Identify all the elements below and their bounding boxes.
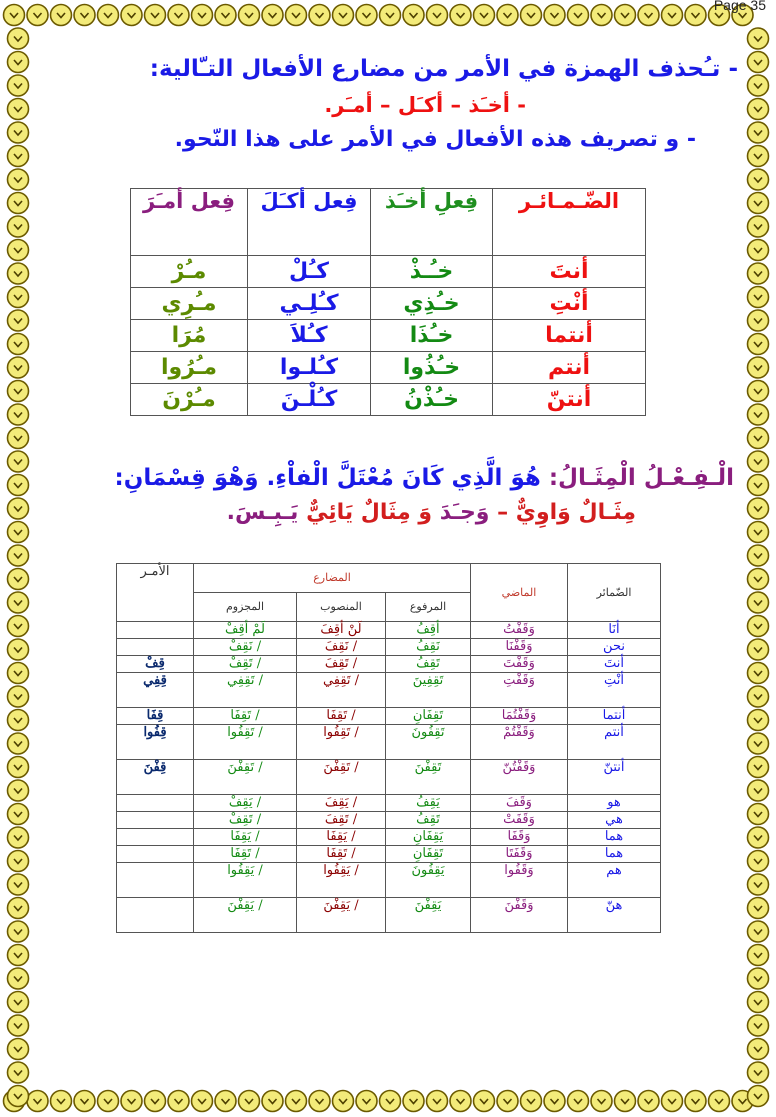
- border-ring-icon: [8, 263, 29, 284]
- border-ring-icon: [638, 1091, 659, 1112]
- border-ring-icon: [8, 757, 29, 778]
- marfu-cell: تَقِفُ: [386, 656, 471, 673]
- border-ring-icon: [662, 5, 683, 26]
- border-ring-icon: [380, 1091, 401, 1112]
- mansub-cell: لَنْ أقِفَ: [297, 622, 386, 639]
- table-row: [117, 863, 661, 898]
- border-ring-icon: [168, 1091, 189, 1112]
- border-ring-icon: [748, 334, 769, 355]
- border-ring-icon: [748, 710, 769, 731]
- border-ring-icon: [215, 1091, 236, 1112]
- past-cell: وَقَفْتُنّ: [471, 760, 568, 795]
- majzum-cell: / تَقِفُوا: [194, 725, 297, 760]
- border-ring-icon: [286, 5, 307, 26]
- border-ring-icon: [748, 780, 769, 801]
- past-cell: وَقَفُوا: [471, 863, 568, 898]
- border-ring-icon: [748, 968, 769, 989]
- border-ring-icon: [145, 5, 166, 26]
- pronoun-cell: أنْتِ: [493, 288, 646, 320]
- border-ring-icon: [4, 5, 25, 26]
- border-ring-icon: [8, 710, 29, 731]
- header-akala: فِعل أكـَلَ: [248, 189, 371, 256]
- border-ring-icon: [333, 1091, 354, 1112]
- border-ring-icon: [748, 122, 769, 143]
- border-ring-icon: [356, 1091, 377, 1112]
- header-past: الماضي: [471, 564, 568, 622]
- border-ring-icon: [748, 240, 769, 261]
- table-row: [117, 673, 661, 708]
- border-ring-icon: [8, 169, 29, 190]
- border-ring-icon: [748, 733, 769, 754]
- table-row: [117, 639, 661, 656]
- header-akhatha: فِعلِ أخـَذ: [371, 189, 493, 256]
- border-ring-icon: [748, 193, 769, 214]
- border-ring-icon: [239, 5, 260, 26]
- border-ring-icon: [748, 475, 769, 496]
- border-ring-icon: [403, 1091, 424, 1112]
- border-ring-icon: [8, 216, 29, 237]
- pronoun-cell: هما: [568, 846, 661, 863]
- header-amr: الأمـر: [117, 564, 194, 622]
- marfu-cell: يَقِفُونَ: [386, 863, 471, 898]
- past-cell: وَقَفَتَا: [471, 846, 568, 863]
- border-ring-icon: [8, 404, 29, 425]
- border-ring-icon: [8, 334, 29, 355]
- akhatha-cell: خـُذْنُ: [371, 384, 493, 416]
- border-ring-icon: [403, 5, 424, 26]
- majzum-cell: / يَقِفْ: [194, 795, 297, 812]
- border-ring-icon: [74, 5, 95, 26]
- border-ring-icon: [748, 757, 769, 778]
- border-ring-icon: [121, 5, 142, 26]
- akala-cell: كـُلْ: [248, 256, 371, 288]
- table-row: [131, 256, 646, 288]
- header-mansub: المنصوب: [297, 593, 386, 622]
- border-ring-icon: [8, 357, 29, 378]
- border-ring-icon: [168, 5, 189, 26]
- border-ring-icon: [427, 5, 448, 26]
- mansub-cell: / تَقِفَا: [297, 708, 386, 725]
- border-ring-icon: [8, 193, 29, 214]
- akala-cell: كـُلْـنَ: [248, 384, 371, 416]
- majzum-cell: / تَقِفْ: [194, 812, 297, 829]
- border-ring-icon: [51, 1091, 72, 1112]
- amr-cell: [117, 898, 194, 933]
- past-cell: وَقَفَتْ: [471, 812, 568, 829]
- table-row: [117, 760, 661, 795]
- mansub-cell: / تَقِفُوا: [297, 725, 386, 760]
- marfu-cell: يَقِفَانِ: [386, 829, 471, 846]
- amr-cell: قِفِي: [117, 673, 194, 708]
- border-ring-icon: [748, 921, 769, 942]
- amr-cell: [117, 829, 194, 846]
- header-present: المضارع: [194, 564, 471, 593]
- page-number: Page 35: [713, 0, 766, 13]
- border-ring-icon: [748, 945, 769, 966]
- border-ring-icon: [8, 851, 29, 872]
- border-ring-icon: [521, 1091, 542, 1112]
- table-row: [117, 795, 661, 812]
- border-ring-icon: [748, 404, 769, 425]
- border-ring-icon: [748, 898, 769, 919]
- majzum-cell: / تَقِفَا: [194, 708, 297, 725]
- amr-cell: قِفْنَ: [117, 760, 194, 795]
- border-ring-icon: [8, 99, 29, 120]
- border-ring-icon: [215, 5, 236, 26]
- examples-line: [227, 500, 636, 525]
- mansub-cell: / يَقِفُوا: [297, 863, 386, 898]
- border-ring-icon: [333, 5, 354, 26]
- pronoun-cell: أنتما: [493, 320, 646, 352]
- mansub-cell: / تَقِفَا: [297, 846, 386, 863]
- border-ring-icon: [709, 1091, 730, 1112]
- border-ring-icon: [748, 263, 769, 284]
- border-ring-icon: [8, 804, 29, 825]
- pronoun-cell: نحن: [568, 639, 661, 656]
- akhatha-cell: خـُـذْ: [371, 256, 493, 288]
- border-ring-icon: [8, 1086, 29, 1107]
- amr-cell: قِفَا: [117, 708, 194, 725]
- amr-cell: [117, 863, 194, 898]
- marfu-cell: تَقِفْنَ: [386, 760, 471, 795]
- example-yaei: وَ مِثَالٌ يَائِيٌّ: [298, 500, 440, 525]
- table-row: [117, 656, 661, 673]
- past-cell: وَقَفَ: [471, 795, 568, 812]
- akhatha-cell: خـُذُوا: [371, 352, 493, 384]
- border-ring-icon: [450, 1091, 471, 1112]
- majzum-cell: / تَقِفِي: [194, 673, 297, 708]
- border-ring-icon: [748, 357, 769, 378]
- table-row: [117, 708, 661, 725]
- past-cell: وَقَفَا: [471, 829, 568, 846]
- border-ring-icon: [748, 804, 769, 825]
- border-ring-icon: [8, 898, 29, 919]
- border-ring-icon: [474, 5, 495, 26]
- border-ring-icon: [8, 1015, 29, 1036]
- past-cell: وَقَفْنَ: [471, 898, 568, 933]
- border-ring-icon: [192, 1091, 213, 1112]
- border-ring-icon: [748, 146, 769, 167]
- marfu-cell: أقِفُ: [386, 622, 471, 639]
- border-ring-icon: [748, 52, 769, 73]
- border-ring-icon: [8, 475, 29, 496]
- border-ring-icon: [591, 5, 612, 26]
- definition-line: [44, 465, 734, 491]
- border-ring-icon: [8, 992, 29, 1013]
- border-ring-icon: [748, 99, 769, 120]
- border-ring-icon: [685, 1091, 706, 1112]
- border-ring-icon: [748, 428, 769, 449]
- pronoun-cell: أنتم: [493, 352, 646, 384]
- border-ring-icon: [8, 616, 29, 637]
- past-cell: وَقَفْتُمَا: [471, 708, 568, 725]
- table-row: [117, 725, 661, 760]
- border-ring-icon: [74, 1091, 95, 1112]
- table-row: [117, 898, 661, 933]
- amr-cell: قِفُوا: [117, 725, 194, 760]
- border-ring-icon: [8, 921, 29, 942]
- border-ring-icon: [239, 1091, 260, 1112]
- past-cell: وَقَفْتُمْ: [471, 725, 568, 760]
- mansub-cell: / نَقِفَ: [297, 639, 386, 656]
- header-marfu: المرفوع: [386, 593, 471, 622]
- border-ring-icon: [8, 545, 29, 566]
- marfu-cell: يَقِفْنَ: [386, 898, 471, 933]
- border-ring-icon: [748, 992, 769, 1013]
- marfu-cell: تَقِفُ: [386, 812, 471, 829]
- amara-cell: مـُرُوا: [131, 352, 248, 384]
- amr-cell: [117, 639, 194, 656]
- intro-line-3: - و تصريف هذه الأفعال في الأمر على هذا النّحو.: [174, 127, 696, 152]
- border-ring-icon: [8, 639, 29, 660]
- border-ring-icon: [748, 498, 769, 519]
- border-ring-icon: [748, 827, 769, 848]
- border-ring-icon: [748, 381, 769, 402]
- amara-cell: مُرَا: [131, 320, 248, 352]
- pronoun-cell: هي: [568, 812, 661, 829]
- mansub-cell: / تَقِفَ: [297, 812, 386, 829]
- border-ring-icon: [748, 686, 769, 707]
- border-ring-icon: [8, 146, 29, 167]
- border-ring-icon: [568, 5, 589, 26]
- border-ring-icon: [380, 5, 401, 26]
- amara-cell: مـُرْ: [131, 256, 248, 288]
- table-row: [117, 622, 661, 639]
- definition-text: هُوَ الَّذِي كَانَ مُعْتَلَّ الْفاْءِ. وَهْوَ قِسْمَانِ:: [114, 465, 549, 491]
- past-cell: وَقَفْنَا: [471, 639, 568, 656]
- table-row: [117, 846, 661, 863]
- mansub-cell: / تَقِفْنَ: [297, 760, 386, 795]
- pronoun-cell: أنتنّ: [568, 760, 661, 795]
- border-ring-icon: [8, 663, 29, 684]
- border-ring-icon: [748, 216, 769, 237]
- border-ring-icon: [615, 5, 636, 26]
- border-ring-icon: [121, 1091, 142, 1112]
- amr-cell: [117, 846, 194, 863]
- definition-label: الْـفِـعْـلُ الْمِثَـالُ:: [548, 465, 734, 491]
- majzum-cell: / تَقِفَا: [194, 846, 297, 863]
- border-ring-icon: [309, 1091, 330, 1112]
- amara-cell: مـُرِي: [131, 288, 248, 320]
- border-ring-icon: [685, 5, 706, 26]
- border-ring-icon: [497, 1091, 518, 1112]
- table-row: [117, 829, 661, 846]
- border-ring-icon: [8, 122, 29, 143]
- example-wajada: وَجـَدَ: [439, 500, 490, 525]
- majzum-cell: لَمْ أقِفْ: [194, 622, 297, 639]
- pronoun-cell: أنتَ: [493, 256, 646, 288]
- border-ring-icon: [309, 5, 330, 26]
- table-row: [131, 352, 646, 384]
- conjugation-table: [116, 563, 661, 933]
- majzum-cell: / تَقِفْ: [194, 656, 297, 673]
- akala-cell: كـُلـوا: [248, 352, 371, 384]
- border-ring-icon: [497, 5, 518, 26]
- border-ring-icon: [8, 498, 29, 519]
- header-pronouns: الضّمائر: [568, 564, 661, 622]
- border-ring-icon: [748, 545, 769, 566]
- mansub-cell: / تَقِفِي: [297, 673, 386, 708]
- pronoun-cell: هنّ: [568, 898, 661, 933]
- border-ring-icon: [8, 945, 29, 966]
- border-ring-icon: [748, 522, 769, 543]
- border-ring-icon: [638, 5, 659, 26]
- marfu-cell: تَقِفَانِ: [386, 846, 471, 863]
- akhatha-cell: خـُذَا: [371, 320, 493, 352]
- example-yabisa: يَـبِـسَ.: [226, 500, 299, 525]
- border-ring-icon: [8, 733, 29, 754]
- border-ring-icon: [427, 1091, 448, 1112]
- mansub-cell: / يَقِفْنَ: [297, 898, 386, 933]
- border-ring-icon: [98, 1091, 119, 1112]
- intro-line-2: - أخـَذ – أكـَل – أمـَر.: [324, 93, 526, 117]
- border-ring-icon: [8, 1039, 29, 1060]
- mansub-cell: / تَقِفَ: [297, 656, 386, 673]
- imperative-table: [130, 188, 646, 416]
- intro-line-1: - تـُحذف الهمزة في الأمر من مضارع الأفعال التـّالية:: [149, 56, 738, 82]
- border-ring-icon: [8, 592, 29, 613]
- marfu-cell: تَقِفُونَ: [386, 725, 471, 760]
- amr-cell: [117, 795, 194, 812]
- border-ring-icon: [8, 968, 29, 989]
- pronoun-cell: أنتنّ: [493, 384, 646, 416]
- border-ring-icon: [748, 1062, 769, 1083]
- border-ring-icon: [27, 5, 48, 26]
- amara-cell: مـُرْنَ: [131, 384, 248, 416]
- border-ring-icon: [544, 1091, 565, 1112]
- border-ring-icon: [8, 827, 29, 848]
- border-ring-icon: [748, 663, 769, 684]
- past-cell: وَقَفْتُ: [471, 622, 568, 639]
- border-ring-icon: [748, 28, 769, 49]
- border-ring-icon: [8, 428, 29, 449]
- border-ring-icon: [748, 1086, 769, 1107]
- border-ring-icon: [286, 1091, 307, 1112]
- pronoun-cell: هم: [568, 863, 661, 898]
- border-ring-icon: [8, 1062, 29, 1083]
- border-ring-icon: [748, 639, 769, 660]
- border-ring-icon: [748, 851, 769, 872]
- border-ring-icon: [748, 874, 769, 895]
- border-ring-icon: [8, 75, 29, 96]
- amr-cell: [117, 812, 194, 829]
- table-row: [131, 320, 646, 352]
- marfu-cell: نَقِفُ: [386, 639, 471, 656]
- border-ring-icon: [8, 569, 29, 590]
- table-row: [131, 288, 646, 320]
- border-ring-icon: [748, 1015, 769, 1036]
- border-ring-icon: [8, 310, 29, 331]
- border-ring-icon: [748, 287, 769, 308]
- akhatha-cell: خـُذِي: [371, 288, 493, 320]
- header-amara: فِعل أمـَرَ: [131, 189, 248, 256]
- amr-cell: [117, 622, 194, 639]
- border-ring-icon: [521, 5, 542, 26]
- header-majzum: المجزوم: [194, 593, 297, 622]
- majzum-cell: / نَقِفْ: [194, 639, 297, 656]
- amr-cell: قِفْ: [117, 656, 194, 673]
- header-pronouns: الضّـمـائـر: [493, 189, 646, 256]
- majzum-cell: / تَقِفْنَ: [194, 760, 297, 795]
- border-ring-icon: [27, 1091, 48, 1112]
- border-ring-icon: [8, 874, 29, 895]
- border-ring-icon: [262, 5, 283, 26]
- border-ring-icon: [8, 780, 29, 801]
- pronoun-cell: أنْتِ: [568, 673, 661, 708]
- border-ring-icon: [450, 5, 471, 26]
- border-ring-icon: [145, 1091, 166, 1112]
- border-ring-icon: [748, 1039, 769, 1060]
- border-ring-icon: [748, 592, 769, 613]
- marfu-cell: تَقِفَانِ: [386, 708, 471, 725]
- border-ring-icon: [748, 569, 769, 590]
- border-ring-icon: [748, 451, 769, 472]
- akala-cell: كـُلِـي: [248, 288, 371, 320]
- example-wawi: مِثَـالٌ وَاوِيٌّ –: [489, 500, 636, 525]
- border-ring-icon: [8, 522, 29, 543]
- border-ring-icon: [591, 1091, 612, 1112]
- border-ring-icon: [356, 5, 377, 26]
- pronoun-cell: أنتما: [568, 708, 661, 725]
- border-ring-icon: [51, 5, 72, 26]
- majzum-cell: / يَقِفَا: [194, 829, 297, 846]
- pronoun-cell: أنَا: [568, 622, 661, 639]
- past-cell: وَقَفْتَ: [471, 656, 568, 673]
- border-ring-icon: [8, 52, 29, 73]
- pronoun-cell: هو: [568, 795, 661, 812]
- majzum-cell: / يَقِفُوا: [194, 863, 297, 898]
- akala-cell: كـُلاَ: [248, 320, 371, 352]
- border-ring-icon: [8, 381, 29, 402]
- border-ring-icon: [615, 1091, 636, 1112]
- pronoun-cell: أنتم: [568, 725, 661, 760]
- pronoun-cell: هما: [568, 829, 661, 846]
- past-cell: وَقَفْتِ: [471, 673, 568, 708]
- border-ring-icon: [544, 5, 565, 26]
- table-row: [131, 384, 646, 416]
- border-ring-icon: [748, 75, 769, 96]
- border-ring-icon: [192, 5, 213, 26]
- border-ring-icon: [98, 5, 119, 26]
- border-ring-icon: [474, 1091, 495, 1112]
- border-ring-icon: [8, 28, 29, 49]
- pronoun-cell: أنتَ: [568, 656, 661, 673]
- mansub-cell: / يَقِفَا: [297, 829, 386, 846]
- table-row: [117, 812, 661, 829]
- border-ring-icon: [8, 240, 29, 261]
- mansub-cell: / يَقِفَ: [297, 795, 386, 812]
- border-ring-icon: [748, 169, 769, 190]
- border-ring-icon: [8, 287, 29, 308]
- border-ring-icon: [8, 686, 29, 707]
- majzum-cell: / يَقِفْنَ: [194, 898, 297, 933]
- border-ring-icon: [748, 310, 769, 331]
- marfu-cell: يَقِفُ: [386, 795, 471, 812]
- border-ring-icon: [8, 451, 29, 472]
- border-ring-icon: [568, 1091, 589, 1112]
- border-ring-icon: [262, 1091, 283, 1112]
- marfu-cell: تَقِفِينَ: [386, 673, 471, 708]
- border-ring-icon: [662, 1091, 683, 1112]
- border-ring-icon: [748, 616, 769, 637]
